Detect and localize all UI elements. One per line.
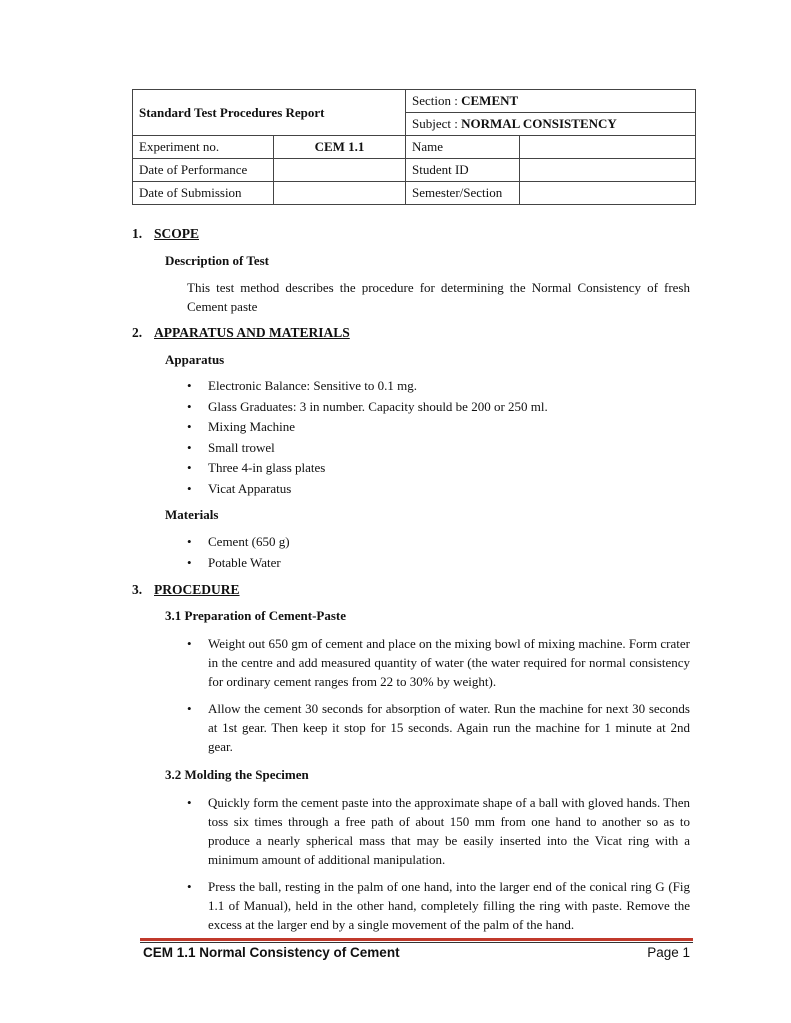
list-item [187,458,690,479]
list-item [187,877,690,934]
date-performance-field[interactable] [274,159,406,182]
bullet-icon: • [187,879,192,894]
apparatus-subheading: Apparatus [165,352,225,367]
list-item [187,634,690,691]
list-item-text: Glass Graduates: 3 in number. Capacity should be 200 or 250 ml. [208,398,548,414]
bullet-icon: • [187,534,192,549]
molding-subheading: 3.2 Molding the Specimen [165,767,309,782]
list-item [187,532,690,553]
section-number: 3. [132,582,143,597]
date-performance-label: Date of Performance [133,159,274,182]
list-item-text: Electronic Balance: Sensitive to 0.1 mg. [208,378,418,393]
section-title: SCOPE [154,226,200,241]
bullet-icon: • [187,398,192,414]
section-scope-heading [132,226,199,242]
footer-rule [140,942,693,943]
list-item-text: Cement (650 g) [208,534,290,549]
list-item [187,479,690,500]
list-item [187,397,690,418]
scope-subheading: Description of Test [165,253,269,268]
section-procedure-heading [132,582,240,598]
bullet-icon: • [187,378,192,393]
list-item-text: Vicat Apparatus [208,480,292,496]
list-item [187,417,690,438]
date-submission-label: Date of Submission [133,182,274,205]
preparation-subheading: 3.1 Preparation of Cement-Paste [165,608,346,623]
list-item-text: Allow the cement 30 seconds for absorption of water. Run the machine for next 30 seconds at 1st gear. Then keep it stop for 15 seconds. Again run the machine for 1 minute at 2nd gear. [208,701,690,754]
list-item [187,553,690,574]
list-item [187,793,690,869]
bullet-icon: • [187,701,192,716]
section-number: 2. [132,325,143,340]
section-number: 1. [132,226,143,241]
bullet-icon: • [187,419,192,434]
list-item-text: Quickly form the cement paste into the approximate shape of a ball with gloved hands. Then toss six times through a free path of about 150 mm from one hand to another so as to produce a nearly spherical mass that may be easily inserted into the Vicat ring with a minimum amount of additional manipulation. [208,795,690,867]
preparation-list [187,634,690,764]
bullet-icon: • [187,636,192,651]
section-cell [406,90,696,113]
semester-field[interactable] [520,182,696,205]
footer-rule-red [140,938,693,941]
list-item-text: Three 4-in glass plates [208,460,326,475]
date-submission-field[interactable] [274,182,406,205]
molding-list [187,793,690,942]
section-title: APPARATUS AND MATERIALS [154,325,350,340]
list-item-text: Press the ball, resting in the palm of one hand, into the larger end of the conical ring G (Fig 1.1 of Manual), held in the other hand, completely filling the ring with paste. Remove the excess at the larger end by a single movement of the palm of the hand. [208,879,690,932]
section-value: CEMENT [461,93,519,108]
scope-description: This test method describes the procedure for determining the Normal Consistency of fresh Cement paste [187,280,690,314]
list-item [187,438,690,459]
apparatus-list [187,376,690,499]
bullet-icon: • [187,795,192,810]
section-title: PROCEDURE [154,582,240,597]
section-apparatus-heading [132,325,350,341]
student-id-label: Student ID [406,159,520,182]
materials-subheading: Materials [165,507,219,522]
list-item-text: Potable Water [208,554,281,570]
list-item-text: Mixing Machine [208,419,296,434]
report-title: Standard Test Procedures Report [133,90,406,136]
section-label: Section : [412,93,462,108]
name-label: Name [406,136,520,159]
subject-value: NORMAL CONSISTENCY [461,116,617,131]
footer-title: CEM 1.1 Normal Consistency of Cement [143,945,400,960]
name-field[interactable] [520,136,696,159]
bullet-icon: • [187,554,192,570]
semester-label: Semester/Section [406,182,520,205]
list-item [187,376,690,397]
bullet-icon: • [187,480,192,496]
materials-list [187,532,690,573]
student-id-field[interactable] [520,159,696,182]
list-item [187,699,690,756]
list-item-text: Small trowel [208,439,275,455]
list-item-text: Weight out 650 gm of cement and place on the mixing bowl of mixing machine. Form crater in the centre and add measured quantity of water (the water required for normal consistency for ordinary cement ranges from 22 to 30% by weight). [208,636,690,689]
bullet-icon: • [187,460,192,475]
subject-label: Subject : [412,116,462,131]
experiment-label: Experiment no. [133,136,274,159]
subject-cell [406,113,696,136]
page-number: Page 1 [647,945,690,960]
header-table [132,89,696,205]
experiment-value: CEM 1.1 [274,136,406,159]
bullet-icon: • [187,439,192,455]
